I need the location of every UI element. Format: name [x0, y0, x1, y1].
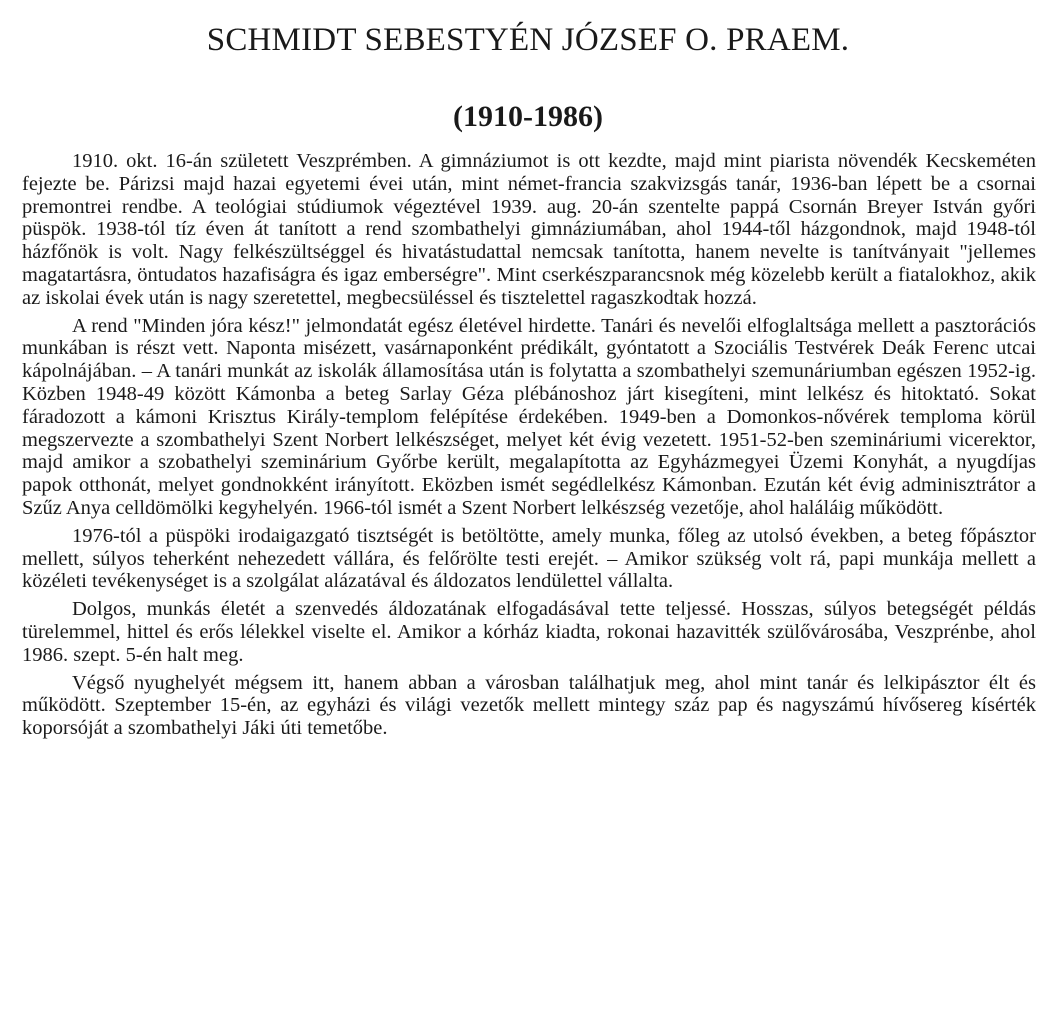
obituary-body	[22, 150, 1036, 745]
paragraph-illness-death: Dolgos, munkás életét a szenvedés áldozatának elfogadásával tette teljessé. Hosszas, súlyos betegségét példás türelemmel, hittel és erős lélekkel viselte el. Amikor a kórház kiadta, rokonai hazavitték szülővárosába, Veszprénbe, ahol 1986. szept. 5-én halt meg.	[22, 598, 1036, 666]
life-years: (1910-1986)	[453, 100, 603, 133]
page-title: SCHMIDT SEBESTYÉN JÓZSEF O. PRAEM.	[206, 22, 850, 58]
paragraph-office-director: 1976-tól a püspöki irodaigazgató tisztségét is betöltötte, amely munka, főleg az utolsó években, a beteg főpásztor mellett, súlyos teherként nehezedett vállára, és felőrölte testi erejét. – Amikor szükség volt rá, papi munkája mellett a közéleti tevékenységet is a szolgálat alázatával és áldozatos lendülettel vállalta.	[22, 524, 1036, 593]
paragraph-burial: Végső nyughelyét mégsem itt, hanem abban a városban találhatjuk meg, ahol mint tanár és lelkipásztor élt és működött. Szeptember 15-én, az egyházi és világi vezetők mellett mintegy száz pap és nagyszámú hívősereg kísérték koporsóját a szombathelyi Jáki úti temetőbe.	[22, 671, 1036, 740]
paragraph-pastoral-work: A rend "Minden jóra kész!" jelmondatát egész életével hirdette. Tanári és nevelői elfoglaltsága mellett a pasztorációs munkában is részt vett. Naponta misézett, vasárnaponként prédikált, gyóntatott a Szociális Testvérek Deák Ferenc utcai kápolnájában. – A tanári munkát az iskolák államosítása után is folytatta a szombathelyi szemunáriumban egészen 1952-ig. Közben 1948-49 között Kámonba a beteg Sarlay Géza plébánoshoz járt kisegíteni, mint lelkész és hitoktató. Sokat fáradozott a kámoni Krisztus Király-templom felépítése érdekében. 1949-ben a Domonkos-nővérek temploma körül megszervezte a szombathelyi Szent Norbert lelkészséget, melyet két évig vezetett. 1951-52-ben szemináriumi vicerektor, majd amikor a szobathelyi szeminárium Győrbe került, megalapította az Egyházmegyei Üzemi Konyhát, a nyugdíjas papok otthonát, melyet gondnokként irányított. Eközben ismét segédlelkész Kámonban. Ezután két évig adminisztrátor a Szűz Anya celldömölki kegyhelyén. 1966-tól ismét a Szent Norbert lelkészség vezetője, ahol haláláig működött.	[22, 314, 1036, 519]
paragraph-early-life: 1910. okt. 16-án született Veszprémben. A gimnáziumot is ott kezdte, majd mint piarista növendék Kecskeméten fejezte be. Párizsi majd hazai egyetemi évei után, mint német-francia szakvizsgás tanár, 1936-ban lépett be a csornai premontrei rendbe. A teológiai stúdiumok végeztével 1939. aug. 20-án szentelte pappá Csornán Breyer István győri püspök. 1938-tól tíz éven át tanított a rend szombathelyi gimnáziumában, ahol 1944-től házgondnok, majd 1948-tól házfőnök is volt. Nagy felkészültséggel és hivatástudattal nemcsak tanította, hanem nevelte is tanítványait "jellemes magatartásra, öntudatos hazafiságra és igaz emberségre". Mint cserkészparancsnok még közelebb került a fiatalokhoz, akik az iskolai évek után is nagy szeretettel, megbecsüléssel és tisztelettel ragaszkodtak hozzá.	[22, 150, 1036, 309]
